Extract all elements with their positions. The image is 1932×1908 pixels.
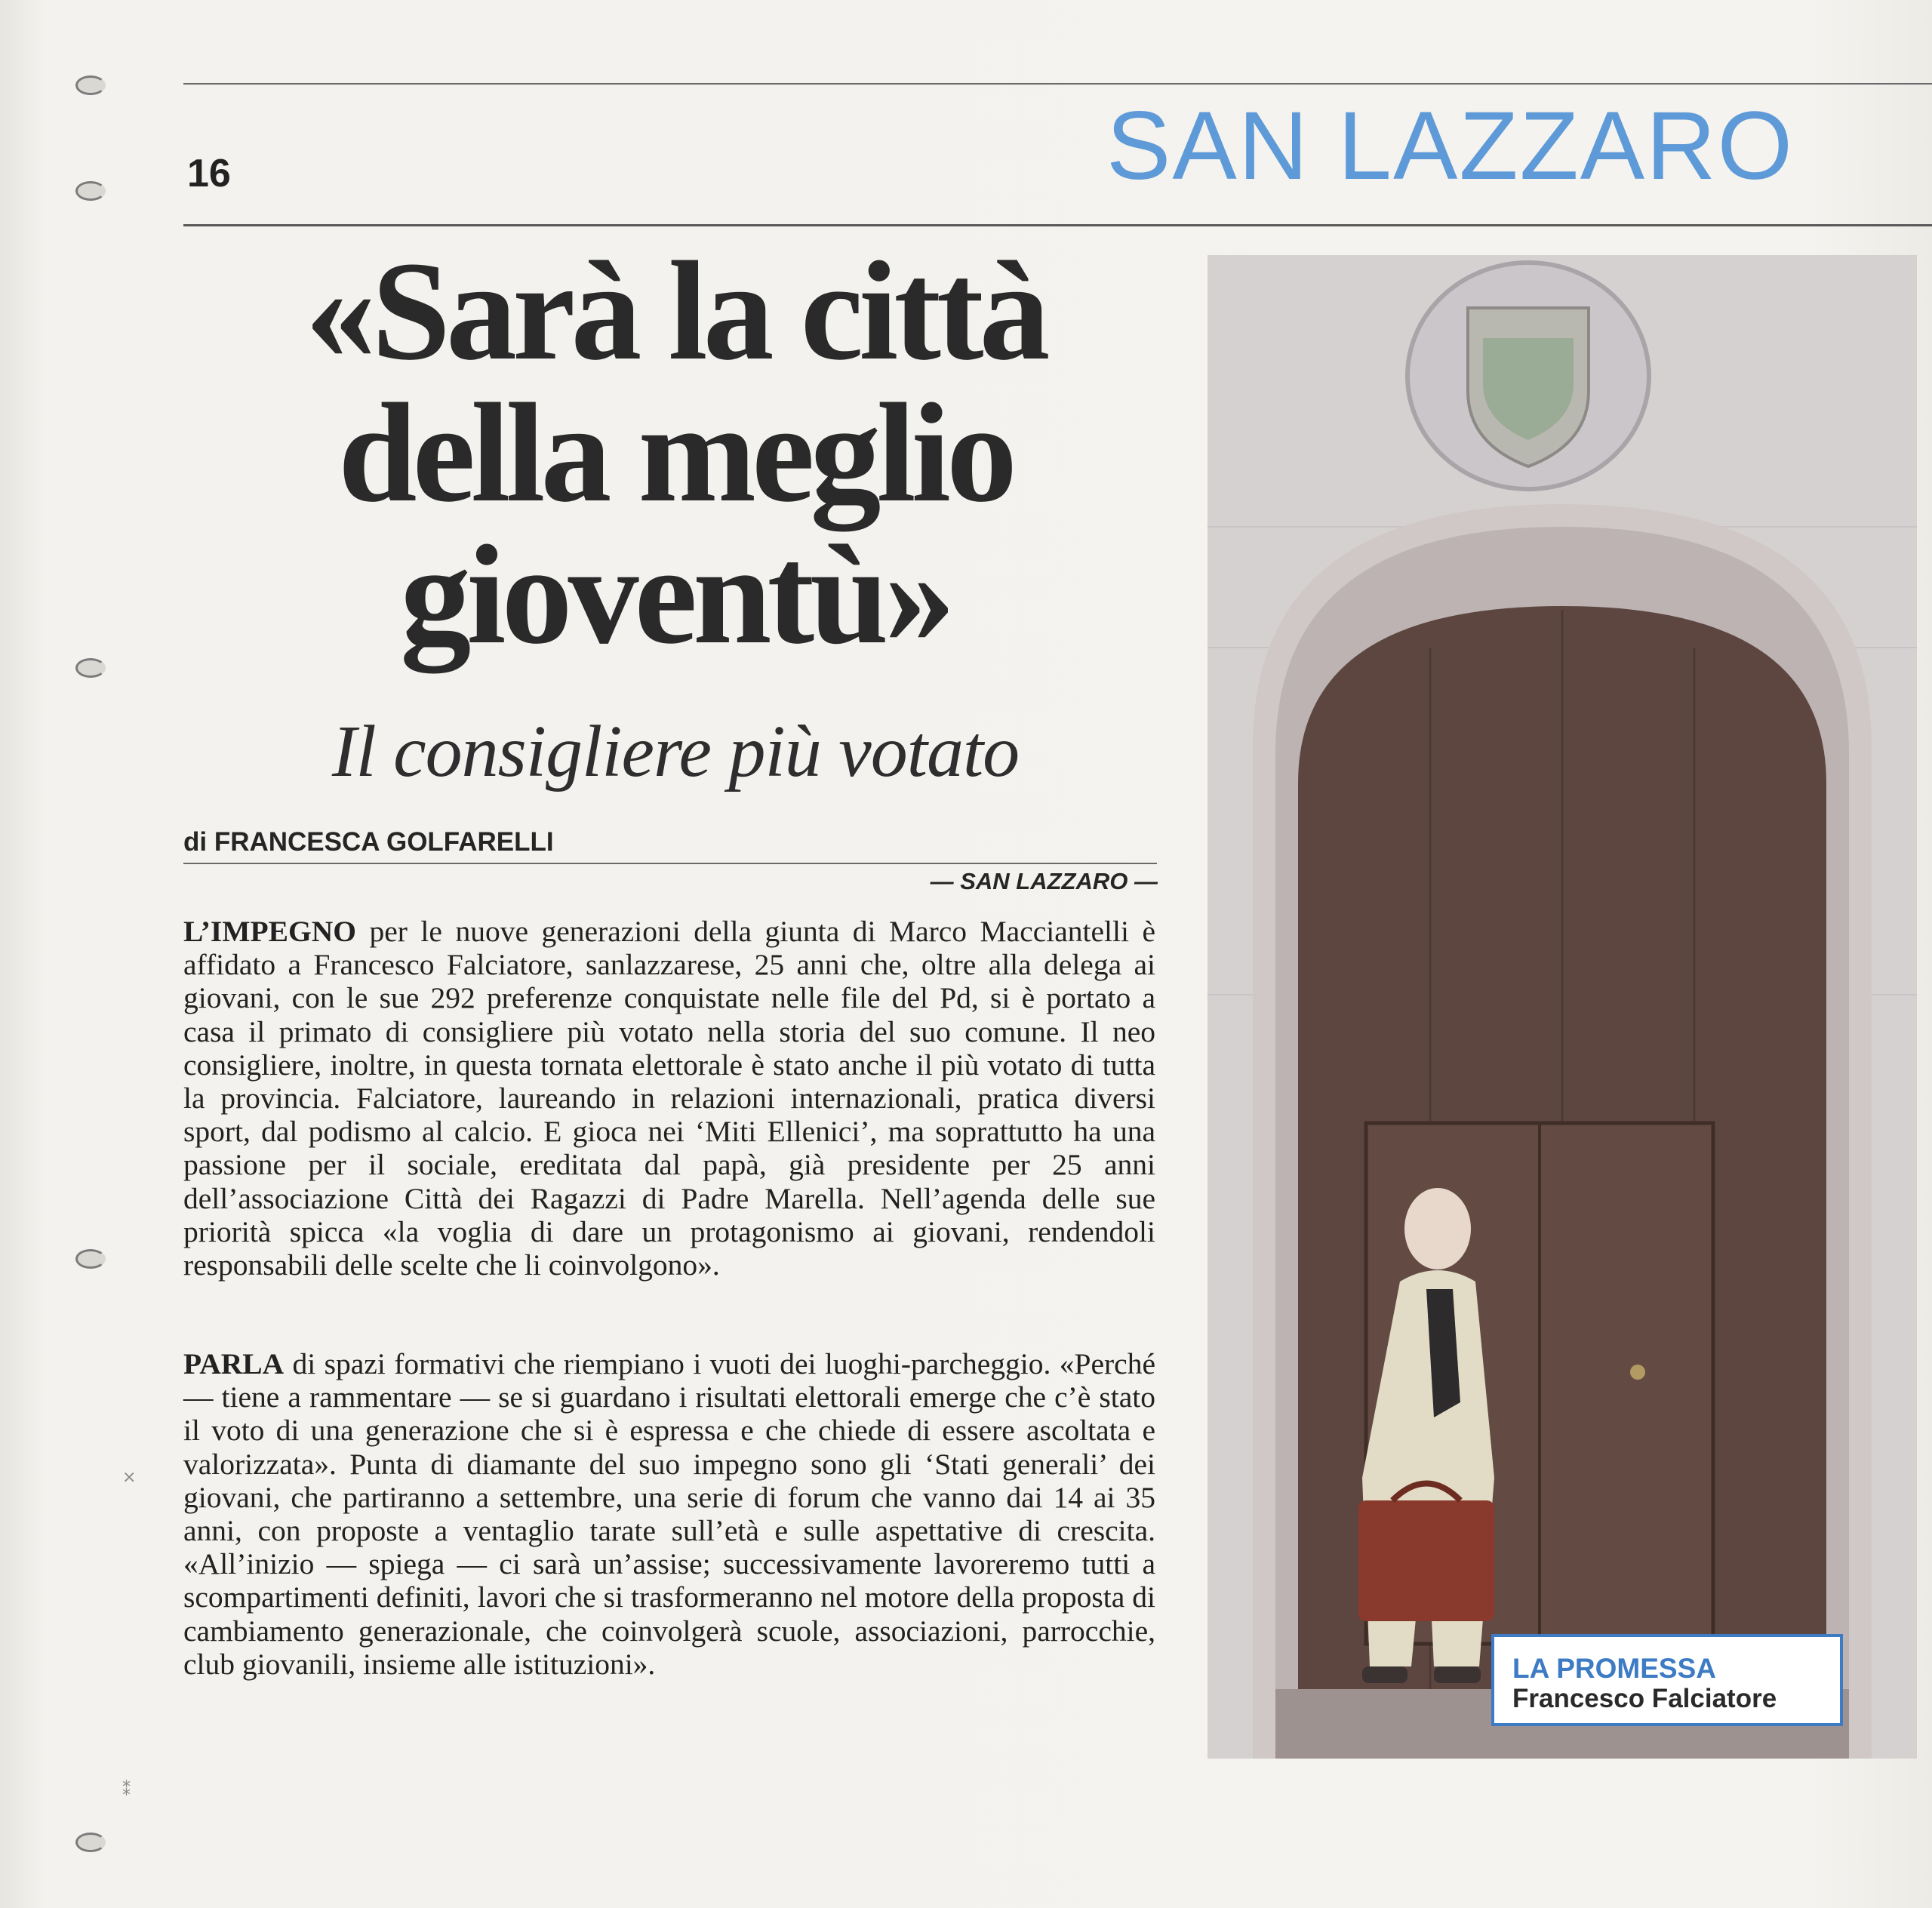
subheadline: Il consigliere più votato [331,711,1020,792]
page-number: 16 [187,152,231,195]
dateline: — SAN LAZZARO — [930,868,1158,894]
binder-hole [75,1833,106,1852]
paragraph-text: per le nuove generazioni della giunta di Marco Macciantelli è affidato a Francesco Falciatore, sanlazzarese, 25 anni che, oltre alla delega ai giovani, con le sue 292 preferenze conquistate nelle file del Pd, si è portato a casa il primato di consigliere più votato nella storia del suo comune. Il neo consigliere, inoltre, in questa tornata elettorale è stato anche il più votato di tutta la provincia. Falciatore, laureando in relazioni internazionali, pratica diversi sport, dal podismo al calcio. E gioca nei ‘Miti Ellenici’, ma soprattutto ha una passione per il sociale, ereditata dal papà, già presidente per 25 anni dell’associazione Città dei Ragazzi di Padre Marella. Nell’agenda delle sue priorità spicca «la voglia di dare un protagonismo ai giovani, rendendoli responsabili delle scelte che li coinvolgono». [183,915,1155,1282]
binder-hole [75,181,106,201]
caption-name: Francesco Falciatore [1512,1684,1777,1713]
byline-rule [183,863,1157,864]
binder-hole [75,658,106,678]
photo-caption [1491,1634,1843,1726]
article-paragraph [183,1347,1155,1681]
binder-hole [75,1249,106,1269]
top-rule [183,83,1932,85]
binder-hole [75,75,106,95]
coat-of-arms-icon [1407,263,1649,489]
paragraph-text: di spazi formativi che riempiano i vuoti dei luoghi-parcheggio. «Perché — tiene a rammentare — se si guardano i risultati elettorali emerge che c’è stato il voto di una generazione che si è espressa e che chiede di essere ascoltata e valorizzata». Punta di diamante del suo impegno sono gli ‘Stati generali’ dei giovani, che partiranno a settembre, una serie di forum che vanno dai 14 ai 35 anni, con proposte a ventaglio tarate sull’età e sulle aspettative di crescita. «All’inizio — spiega — ci sarà un’assise; successivamente lavoreremo tutti a scompartimenti definiti, lavori che si trasformeranno nel motore della proposta di cambiamento generazionale, che coinvolgerà scuole, associazioni, parrocchie, club giovanili, insieme alle istituzioni». [183,1347,1155,1681]
paragraph-lead: L’IMPEGNO [183,915,356,948]
briefcase-icon [1358,1500,1494,1621]
article-paragraph [183,915,1155,1282]
section-title: SAN LAZZARO [1106,92,1795,200]
byline: di FRANCESCA GOLFARELLI [183,827,554,857]
margin-mark: ⨯ [122,1468,137,1487]
caption-kicker: LA PROMESSA [1512,1653,1716,1684]
photo-illustration [1208,255,1917,1759]
article-photo [1208,255,1917,1759]
door-knob-icon [1630,1365,1645,1380]
header-rule [183,224,1932,226]
margin-mark: ⁑ [122,1781,131,1800]
paragraph-lead: PARLA [183,1347,285,1380]
headline: «Sarà la città della meglio gioventù» [305,232,1046,673]
